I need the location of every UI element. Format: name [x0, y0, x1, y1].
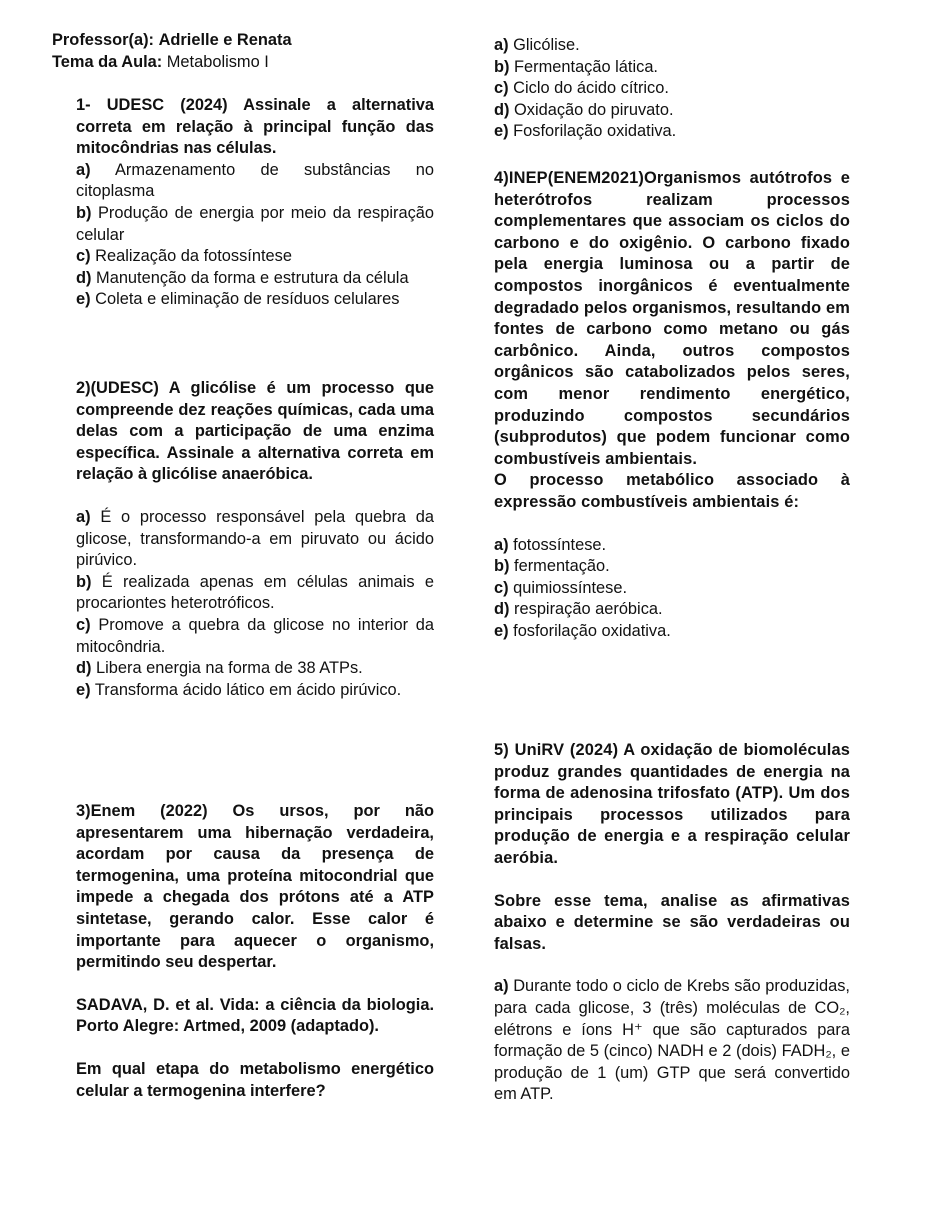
question-4-option-b: b) fermentação. — [494, 557, 610, 576]
question-3-stem: 3)Enem (2022) Os ursos, por não apresentarem uma hibernação verdadeira, acordam por causa da presença de termogenina, uma proteína mitocondrial que impede a chegada dos prótons até a ATP sintetase, gerando calor. Esse calor é importante para aquecer o organismo, permitindo seu despertar. — [76, 802, 434, 972]
question-2-stem: 2)(UDESC) A glicólise é um processo que compreende dez reações químicas, cada uma delas com a participação de uma enzima específica. Assinale a alternativa correta em relação à glicólise anaeróbica. — [76, 379, 434, 484]
question-3-question: Em qual etapa do metabolismo energético celular a termogenina interfere? — [76, 1059, 434, 1100]
question-2 — [76, 378, 434, 701]
question-2-option-a: a) É o processo responsável pela quebra da glicose, transformando-a em piruvato ou ácido pirúvico. — [76, 507, 434, 570]
question-3-option-c: c) Ciclo do ácido cítrico. — [494, 79, 669, 98]
question-3-option-b: b) Fermentação lática. — [494, 57, 658, 76]
question-4-question: O processo metabólico associado à expressão combustíveis ambientais é: — [494, 471, 850, 511]
question-1-option-b: b) Produção de energia por meio da respiração celular — [76, 203, 434, 244]
question-3-source: SADAVA, D. et al. Vida: a ciência da biologia. Porto Alegre: Artmed, 2009 (adaptado). — [76, 995, 434, 1036]
question-4-option-e: e) fosforilação oxidativa. — [494, 621, 671, 640]
question-2-option-d: d) Libera energia na forma de 38 ATPs. — [76, 659, 363, 678]
question-1-option-e: e) Coleta e eliminação de resíduos celulares — [76, 290, 400, 309]
question-1-option-a: a) Armazenamento de substâncias no citoplasma — [76, 160, 434, 201]
question-4-option-a: a) fotossíntese. — [494, 535, 607, 554]
question-5-instruction: Sobre esse tema, analise as afirmativas abaixo e determine se são verdadeiras ou falsas. — [494, 891, 850, 953]
question-4-option-c: c) quimiossíntese. — [494, 578, 628, 597]
question-2-option-b: b) É realizada apenas em células animais e procariontes heterotróficos. — [76, 572, 434, 613]
question-4-stem: 4)INEP(ENEM2021)Organismos autótrofos e heterótrofos realizam processos complementares que associam os ciclos do carbono e do oxigênio. O carbono fixado pela energia luminosa ou a partir de compostos inorgânicos é eventualmente degradado pelos organismos, resultando em fontes de carbono como metano ou gás carbônico. Ainda, outros compostos orgânicos são catabolizados pelos seres, com menor rendimento energético, produzindo compostos secundários (subprodutos) que podem funcionar como combustíveis ambientais. — [494, 169, 850, 468]
question-3 — [76, 801, 434, 1102]
question-1 — [76, 95, 434, 311]
professor-label: Professor(a): — [52, 31, 155, 49]
question-1-option-d: d) Manutenção da forma e estrutura da célula — [76, 268, 409, 287]
question-1-stem: 1- UDESC (2024) Assinale a alternativa correta em relação à principal função das mitocôndrias nas células. — [76, 96, 434, 158]
question-2-option-e: e) Transforma ácido lático em ácido pirúvico. — [76, 680, 402, 699]
question-4-option-d: d) respiração aeróbica. — [494, 600, 663, 619]
professor-names: Adrielle e Renata — [158, 31, 292, 49]
question-5-stem: 5) UniRV (2024) A oxidação de biomoléculas produz grandes quantidades de energia na forma de adenosina trifosfato (ATP). Um dos principais processos utilizados para produção de energia e a respiração celular aeróbia. — [494, 741, 850, 867]
question-5-item-a: a) Durante todo o ciclo de Krebs são produzidas, para cada glicose, 3 (três) moléculas de CO₂, elétrons e íons H⁺ que são capturados para formação de 5 (cinco) NADH e 2 (dois) FADH₂, e produção de 1 (um) GTP que será convertido em ATP. — [494, 977, 850, 1104]
question-2-option-c: c) Promove a quebra da glicose no interior da mitocôndria. — [76, 615, 434, 656]
question-3-option-e: e) Fosforilação oxidativa. — [494, 122, 677, 141]
question-5 — [494, 740, 850, 1106]
header — [52, 30, 434, 73]
question-1-option-c: c) Realização da fotossíntese — [76, 247, 292, 266]
tema-label: Tema da Aula: — [52, 52, 163, 71]
question-4 — [494, 168, 850, 642]
question-3-option-a: a) Glicólise. — [494, 36, 580, 54]
question-3-option-d: d) Oxidação do piruvato. — [494, 100, 674, 119]
question-3-options — [494, 35, 850, 143]
tema-value: Metabolismo I — [166, 52, 269, 71]
